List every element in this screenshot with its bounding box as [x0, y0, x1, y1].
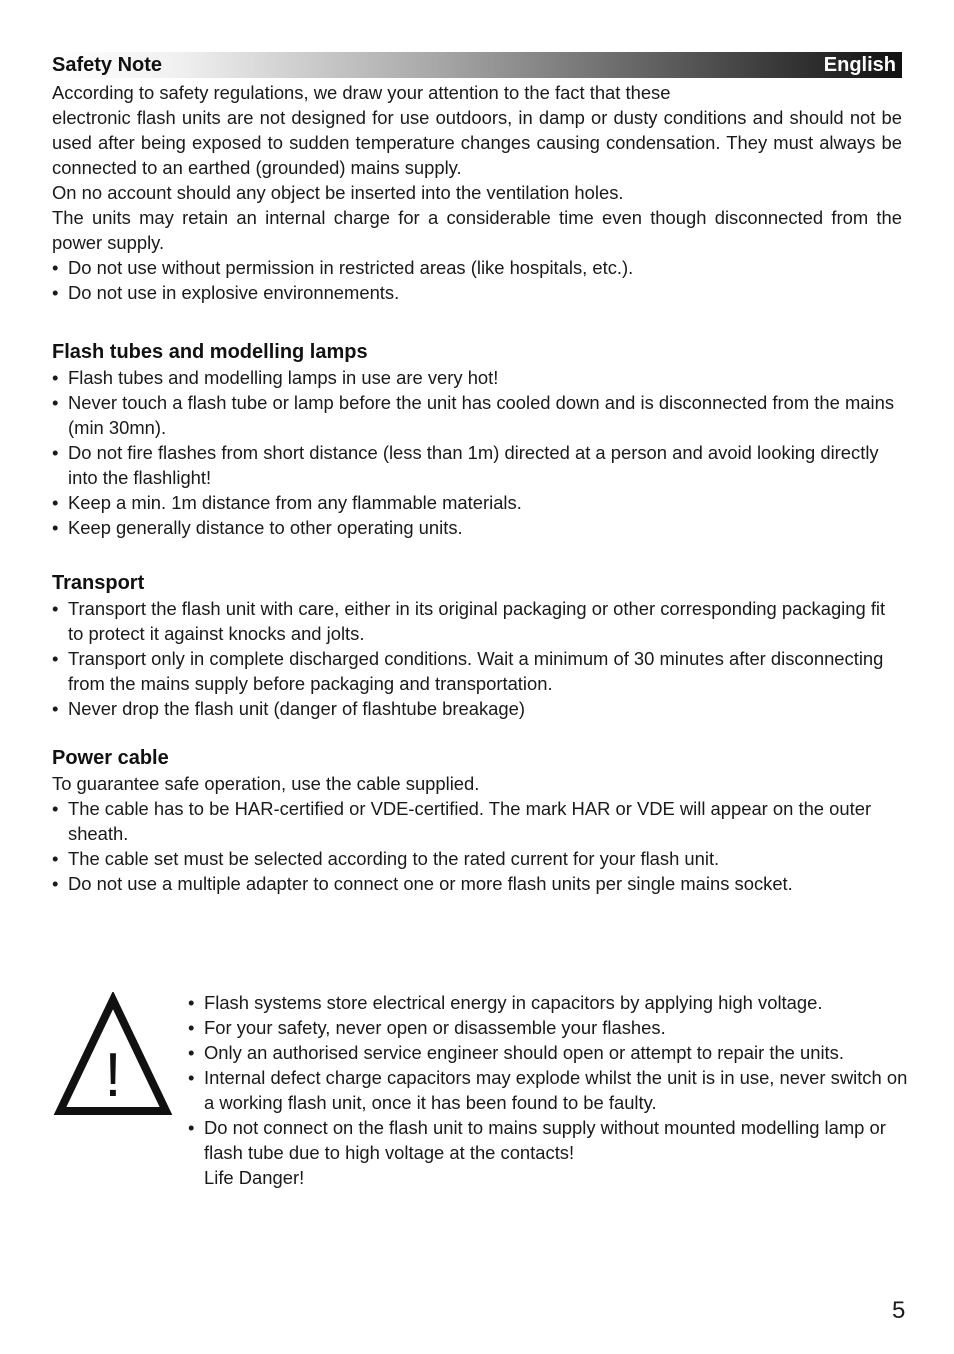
list-item: • Only an authorised service engineer should open or attempt to repair the units.: [188, 1040, 908, 1065]
internal-charge-paragraph: The units may retain an internal charge for a considerable time even though disconnected from the power supply.: [52, 207, 902, 253]
list-item: • Never drop the flash unit (danger of flashtube breakage): [52, 696, 902, 721]
list-item: • Do not use in explosive environnements.: [52, 280, 902, 305]
list-item: • Flash systems store electrical energy in capacitors by applying high voltage.: [188, 990, 908, 1015]
document-page: [52, 52, 902, 896]
transport-section: [52, 570, 902, 721]
list-item: • The cable set must be selected according to the rated current for your flash unit.: [52, 846, 902, 871]
warning-block: [52, 990, 908, 1200]
section-title-power-cable: Power cable: [52, 747, 169, 769]
exclamation-glyph: !: [104, 1041, 122, 1110]
list-item: • Keep generally distance to other operating units.: [52, 515, 902, 540]
flash-tubes-bullet-list: [52, 365, 902, 540]
power-cable-bullet-list: [52, 796, 902, 896]
warning-bullet-list: [188, 990, 908, 1165]
list-item: • Transport the flash unit with care, either in its original packaging or other corresponding packaging fit to protect it against knocks and jolts.: [52, 596, 902, 646]
intro-bullet-list: [52, 255, 902, 305]
list-item: • Transport only in complete discharged conditions. Wait a minimum of 30 minutes after disconnecting from the mains supply before packaging and transportation.: [52, 646, 902, 696]
warning-text: [188, 990, 908, 1190]
list-item: • Keep a min. 1m distance from any flammable materials.: [52, 490, 902, 515]
list-item: • Do not fire flashes from short distance (less than 1m) directed at a person and avoid looking directly into the flashlight!: [52, 440, 902, 490]
page-number: 5: [892, 1297, 906, 1324]
language-label: English: [823, 53, 896, 76]
section-title-transport: Transport: [52, 572, 145, 594]
list-item: • Do not use without permission in restricted areas (like hospitals, etc.).: [52, 255, 902, 280]
list-item: • Flash tubes and modelling lamps in use are very hot!: [52, 365, 902, 390]
intro-line: According to safety regulations, we draw your attention to the fact that these: [52, 82, 671, 103]
flash-tubes-section: [52, 339, 902, 540]
header-bar: [52, 52, 902, 78]
section-title-safety-note: Safety Note: [52, 53, 163, 76]
list-item: • Do not use a multiple adapter to connect one or more flash units per single mains socket.: [52, 871, 902, 896]
section-title-flash-tubes: Flash tubes and modelling lamps: [52, 341, 368, 363]
list-item: • Internal defect charge capacitors may explode whilst the unit is in use, never switch on a working flash unit, once it has been found to be faulty.: [188, 1065, 908, 1115]
list-item: • For your safety, never open or disassemble your flashes.: [188, 1015, 908, 1040]
transport-bullet-list: [52, 596, 902, 721]
list-item: • Do not connect on the flash unit to mains supply without mounted modelling lamp or flash tube due to high voltage at the contacts!: [188, 1115, 908, 1165]
list-item: • The cable has to be HAR-certified or VDE-certified. The mark HAR or VDE will appear on the outer sheath.: [52, 796, 902, 846]
intro-paragraph: electronic flash units are not designed for use outdoors, in damp or dusty conditions and should not be used after being exposed to sudden temperature changes causing condensation. They must always be connected to an earthed (grounded) mains supply.: [52, 107, 902, 178]
life-danger-text: Life Danger!: [204, 1167, 305, 1188]
warning-triangle-icon: [52, 992, 174, 1116]
list-item: • Never touch a flash tube or lamp before the unit has cooled down and is disconnected from the mains (min 30mn).: [52, 390, 902, 440]
ventilation-paragraph: On no account should any object be inserted into the ventilation holes.: [52, 182, 624, 203]
power-cable-section: [52, 745, 902, 896]
power-cable-intro: To guarantee safe operation, use the cable supplied.: [52, 773, 480, 794]
